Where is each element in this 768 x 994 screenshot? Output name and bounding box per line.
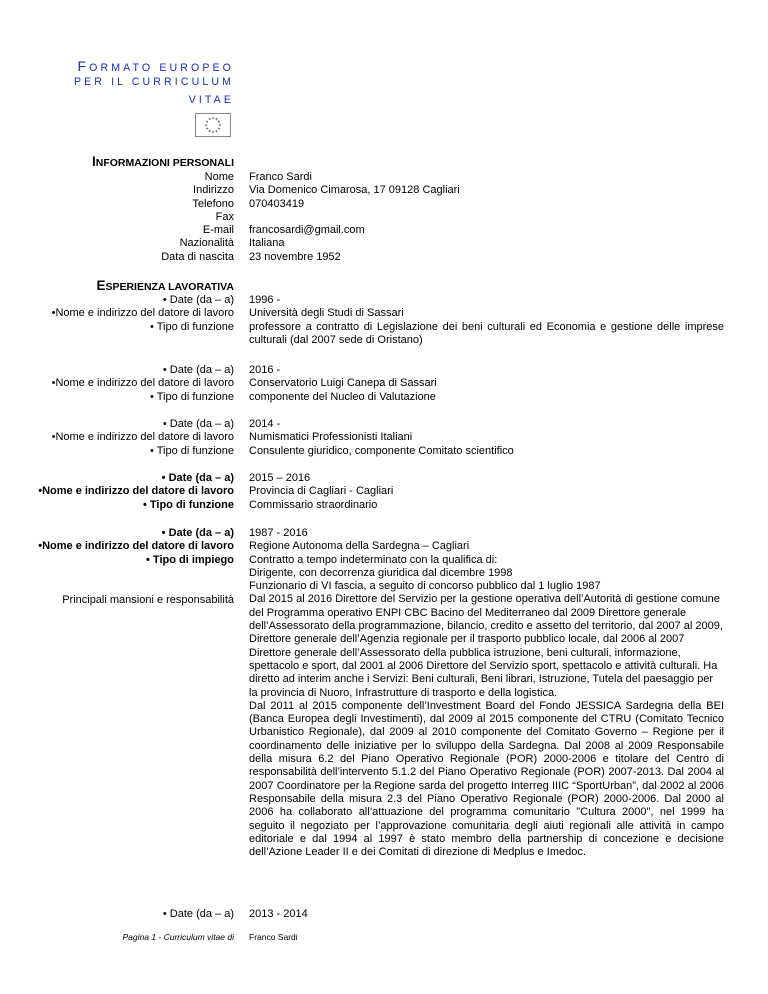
entry-4-values (249, 472, 724, 512)
entry-3-values (249, 418, 724, 458)
cv-title-line-2: PER IL CURRICULUM (73, 76, 234, 88)
title-initial: F (77, 58, 90, 74)
value-name: Franco Sardi (249, 171, 312, 183)
label-address: Indirizzo (193, 184, 234, 197)
value-dates: 1996 - (249, 294, 281, 306)
value-former-role: Funzionario di VI fascia, a seguito di concorso pubblico dal 1 luglio 1987 (249, 580, 601, 593)
value-employer: Conservatorio Luigi Canepa di Sassari (249, 377, 437, 390)
entry-5-labels (0, 527, 234, 567)
entry-6-labels (0, 908, 234, 921)
responsibilities-paragraph-1: Dal 2015 al 2016 Direttore del Servizio per la gestione operativa dell’Autorità di gestione comune del Programma operativo ENPI CBC Bacino del Mediterraneo dal 2009 Direttore generale dell’Assessorato della programmazione, bilancio, credito e assetto del territorio, dal 2007 al 2009, Direttore generale dell’Agenzia regionale per il trasporto pubblico locale, dal 2006 al 2007 Direttore generale dell’Assessorato della pubblica istruzione, beni culturali, informazione, spettacolo e sport, dal 2001 al 2006 Direttore del Servizio sport, spettacolo e attività culturali. Ha diretto ad interim anche i Servizi: Beni culturali, Beni librari, Istruzione, Tutela del paesaggio per la provincia di Nuoro, Infrastrutture di trasporto e della logistica. (249, 593, 723, 699)
section-initial: I (92, 154, 96, 169)
section-rest: NFORMAZIONI PERSONALI (95, 157, 234, 169)
value-dates: 2013 - 2014 (249, 908, 308, 920)
label-fax: Fax (215, 210, 234, 223)
value-employer: Numismatici Professionisti Italiani (249, 431, 413, 444)
label-employer: •Nome e indirizzo del datore di lavoro (51, 307, 234, 320)
cv-title-line-3: VITAE (188, 94, 234, 106)
label-dates: • Date (da – a) (161, 472, 234, 484)
value-role: Consulente giuridico, componente Comitato scientifico (249, 444, 514, 457)
entry-1-values (249, 294, 724, 347)
label-employer: •Nome e indirizzo del datore di lavoro (51, 377, 234, 390)
label-employer: •Nome e indirizzo del datore di lavoro (51, 431, 234, 444)
value-dates: 2016 - (249, 364, 281, 376)
entry-4-labels (0, 472, 234, 512)
value-employer: Università degli Studi di Sassari (249, 307, 404, 320)
label-dates: • Date (da – a) (162, 908, 234, 920)
entry-3-labels (0, 418, 234, 458)
value-employer: Regione Autonoma della Sardegna – Cagliari (249, 540, 470, 553)
label-nationality: Nazionalità (179, 237, 234, 250)
entry-2-labels (0, 364, 234, 404)
label-role: • Tipo di funzione (142, 498, 234, 511)
value-role: Commissario straordinario (249, 498, 378, 511)
value-address: Via Domenico Cimarosa, 17 09128 Cagliari (249, 184, 460, 197)
cv-title-line-1 (78, 58, 235, 74)
value-employer: Provincia di Cagliari - Cagliari (249, 485, 394, 498)
eu-flag-logo (195, 113, 231, 137)
section-rest: SPERIENZA LAVORATIVA (105, 281, 234, 293)
responsibilities-paragraph-2: Dal 2011 al 2015 componente dell’Investment Board del Fondo JESSICA Sardegna della BEI (Banca Europea degli Investimenti), dal 2009 al 2015 componente del CTRU (Comitato Tecnico Urbanistico Regionale), dal 2009 al 2010 componente del Comitato Governo – Regione per il coordinamento delle iniziative per lo sviluppo della Sardegna. Dal 2008 al 2009 Responsabile della misura 6.2 del Piano Operativo Regionale (POR) 2000-2006 e titolare del Centro di responsabilità dell’intervento 5.1.2 del Piano Operativo Regionale (POR) 2007-2013. Dal 2004 al 2007 Coordinatore per la Regione sarda del progetto Interreg IIIC “SportUrban”, dal 2002 al 2006 Responsabile della misura 2.3 del Piano Operativo Regionale (POR) 2000-2006. Dal 2000 al 2006 ha collaborato all’attuazione del programma comunitario "Cultura 2000", nel 1999 ha seguito il negoziato per l’approvazione comunitaria degli aiuti regionali alle attività in campo editoriale e dal 1994 al 1997 è stato membro della partnership di concezione e decisione dell’Azione Leader II e dei Comitati di direzione di Medplus e Imedoc. (249, 699, 724, 859)
value-email: francosardi@gmail.com (249, 224, 365, 237)
label-role: • Tipo di funzione (150, 444, 234, 457)
label-birthdate: Data di nascita (161, 250, 234, 263)
label-dates: • Date (da – a) (162, 364, 234, 376)
label-role: • Tipo di funzione (150, 320, 234, 333)
section-initial: E (96, 278, 106, 293)
value-birthdate: 23 novembre 1952 (249, 250, 341, 263)
value-dates: 2014 - (249, 418, 281, 430)
value-qualification: Dirigente, con decorrenza giuridica dal dicembre 1998 (249, 566, 513, 579)
label-employment-type: • Tipo di impiego (146, 553, 234, 566)
label-dates: • Date (da – a) (161, 527, 234, 539)
value-role: componente del Nucleo di Valutazione (249, 390, 436, 403)
value-dates: 1987 - 2016 (249, 527, 308, 539)
eu-stars-icon (196, 114, 230, 136)
entry-2-values (249, 364, 724, 404)
footer-name: Franco Sardi (249, 932, 298, 942)
entry-1-labels (0, 294, 234, 334)
label-dates: • Date (da – a) (162, 418, 234, 430)
value-role: professore a contratto di Legislazione dei beni culturali ed Economia e gestione delle imprese culturali (dal 2007 sede di Oristano) (249, 320, 724, 346)
personal-labels (0, 171, 234, 264)
label-employer: •Nome e indirizzo del datore di lavoro (38, 485, 234, 498)
label-responsibilities: Principali mansioni e responsabilità (62, 594, 234, 606)
value-dates: 2015 – 2016 (249, 472, 311, 484)
personal-values (249, 171, 724, 264)
label-name: Nome (204, 171, 234, 183)
value-nationality: Italiana (249, 237, 285, 250)
label-phone: Telefono (192, 197, 234, 210)
label-employer: •Nome e indirizzo del datore di lavoro (38, 540, 234, 553)
footer-page-label: Pagina 1 - Curriculum vitae di (122, 932, 234, 942)
value-contract: Contratto a tempo indeterminato con la qualifica di: (249, 553, 498, 566)
label-email: E-mail (202, 224, 234, 237)
entry-6-values (249, 908, 724, 921)
value-phone: 070403419 (249, 197, 305, 210)
title-rest: ORMATO EUROPEO (89, 62, 234, 74)
section-work-experience (97, 279, 234, 294)
label-dates: • Date (da – a) (162, 294, 234, 306)
section-personal-info (92, 155, 234, 170)
value-fax (249, 211, 724, 224)
entry-5-values (249, 527, 724, 859)
label-role: • Tipo di funzione (150, 390, 234, 403)
